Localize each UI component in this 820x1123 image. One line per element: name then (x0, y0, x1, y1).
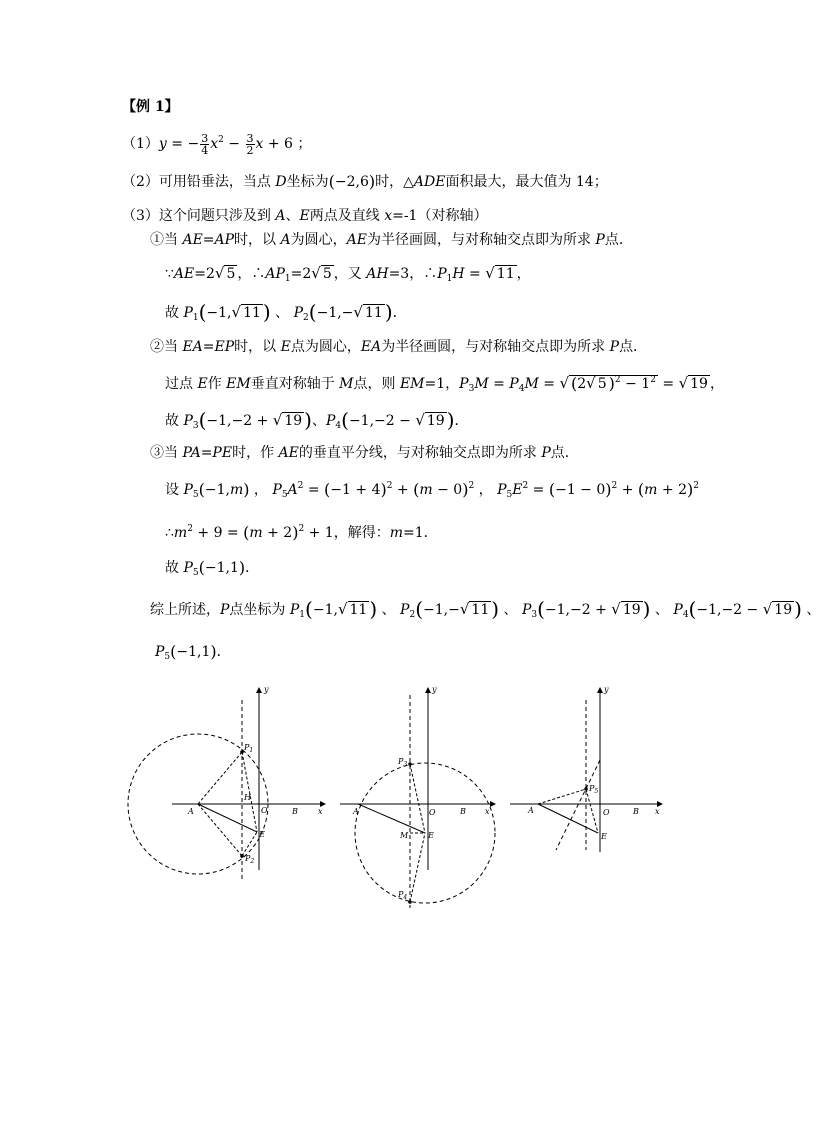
perpendicular-bisector (556, 760, 600, 850)
case2-line: ②当 EA=EP时，以 E点为圆心，EA为半径画圆，与对称轴交点即为所求 P点． (150, 339, 648, 355)
example-title: 【例 1】 (122, 99, 179, 115)
label-B: B (460, 807, 466, 816)
figure-1 (120, 680, 330, 885)
label-A: A (528, 806, 534, 815)
summary-line-2: $P_5(-1,1)$． (155, 642, 231, 662)
label-E: E (259, 830, 265, 839)
part3-line: （3）这个问题只涉及到 A、E两点及直线 x=-1（对称轴） (122, 208, 488, 224)
label-E: E (601, 832, 607, 841)
label-y: y (264, 685, 269, 694)
part1-line: （1）y = − $\frac{3}{4}$ $x^2$ − $\frac{3}{2}$ x + 6 ； (122, 131, 312, 157)
case1-result-line: 故 $P_1(-1,√$ 11 ) 、 $P_2(-1,-√$ 11 )． (165, 300, 407, 324)
label-P3: $P_3$ (398, 757, 408, 768)
label-H: H (244, 793, 251, 802)
label-O: O (603, 808, 610, 817)
case3-equation-line: $\therefore m^2 + 9 = (m + 2)^2 + 1$，解得：m=1． (165, 523, 438, 542)
segment-AE (358, 804, 425, 833)
label-M: M (400, 831, 409, 840)
segment-AE (198, 804, 257, 832)
case1-calc-line: ∵AE=2√ 5 ，$\therefore AP_1=2√$ 5 ，又 AH=3，$\therefore P_1H$ = √ 11 ， (165, 264, 531, 284)
case2-result-line: 故 $P_3(-1,-2$ + √ 19 )、$P_4(-1,-2$ − √ 19 )． (165, 408, 469, 432)
var-y: y (158, 136, 167, 152)
label-y: y (604, 685, 609, 694)
case3-line: ③当 PA=PE时，作 AE的垂直平分线，与对称轴交点即为所求 P点． (150, 445, 579, 461)
summary-line: 综上所述，P点坐标为 $P_1(-1,√$ 11 ) 、 $P_2(-1,-√$ 11 ) 、 $P_3(-1,-2$ + √ 19 ) 、 $P_4(-1,-2$ − √ 19 ) 、 (150, 597, 820, 621)
label-y: y (432, 685, 437, 694)
figure-3 (510, 680, 670, 860)
fraction-3-2: $\frac{3}{2}$ (246, 131, 254, 157)
label-O: O (261, 806, 268, 815)
label-B: B (633, 807, 639, 816)
label-A: A (353, 807, 359, 816)
part2-line: （2）可用铅垂法，当点 D坐标为(−2,6)时，△ADE面积最大，最大值为 14； (122, 172, 608, 191)
part1-label: （1） (122, 136, 159, 152)
label-A: A (188, 807, 194, 816)
case1-line: ①当 AE=AP时，以 A为圆心，AE为半径画圆，与对称轴交点即为所求 P点． (150, 232, 633, 248)
label-P4: $P_4$ (398, 890, 408, 901)
eq-sign: = − (166, 136, 200, 152)
label-B: B (292, 807, 298, 816)
label-x: x (318, 807, 323, 816)
label-E: E (428, 831, 434, 840)
label-P1: $P_1$ (244, 743, 254, 754)
case3-result-line: 故 $P_5(-1,1)$． (165, 558, 260, 578)
fraction-3-4: $\frac{3}{4}$ (201, 131, 209, 157)
label-P5: $P_5$ (589, 784, 599, 795)
segment-AE (538, 804, 598, 833)
case3-setup-line: 设 $P_5(-1,m)$ ， $P_5A^2 = (-1 + 4)^2 + (m - 0)^2$ ， $P_5E^2 = (-1 - 0)^2 + (m + 2)^2$ (165, 480, 699, 500)
figure-2 (340, 680, 500, 915)
label-x: x (655, 807, 660, 816)
label-P2: $P_2$ (245, 854, 255, 865)
case2-calc-line: 过点 E作 EM垂直对称轴于 M点，则 EM=1，$P_3M = P_4M$ = √ (2√ 5 )$^2 - 1^2$ = √ 19 ， (165, 374, 724, 394)
label-x: x (485, 807, 490, 816)
label-O: O (429, 808, 436, 817)
